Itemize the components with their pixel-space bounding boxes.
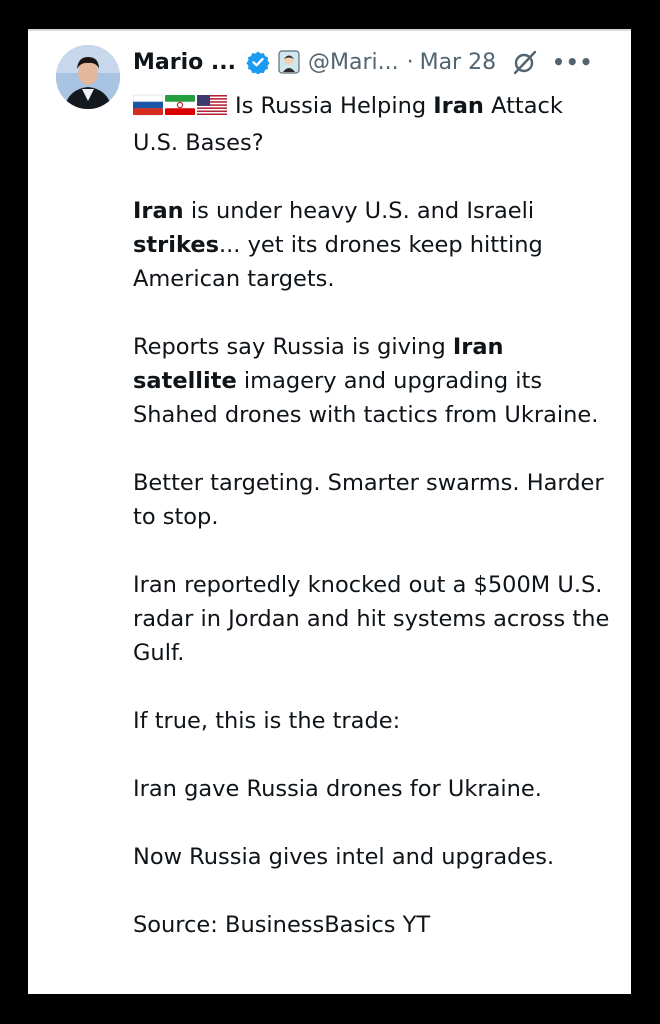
separator-dot: ·	[406, 49, 414, 75]
verified-badge-icon	[246, 50, 270, 74]
paragraph-spacer	[133, 160, 613, 194]
paragraph-spacer	[133, 296, 613, 330]
tweet-paragraph	[133, 568, 613, 670]
text-run: Is Russia Helping	[235, 93, 434, 119]
tweet-paragraph	[133, 89, 613, 160]
tweet-date[interactable]: Mar 28	[419, 49, 497, 75]
text-run: Attack U.S. Bases?	[133, 93, 563, 156]
tweet-card	[28, 29, 631, 994]
paragraph-spacer	[133, 806, 613, 840]
paragraph-spacer	[133, 670, 613, 704]
tweet-header	[133, 47, 623, 77]
tweet-paragraph	[133, 466, 613, 534]
usa-flag-icon	[197, 92, 227, 126]
text-run: If true, this is the trade:	[133, 708, 401, 734]
tweet-paragraph	[133, 840, 613, 874]
russia-flag-icon	[133, 92, 163, 126]
text-run: Source: BusinessBasics YT	[133, 912, 431, 938]
tweet-paragraph	[133, 194, 613, 296]
paragraph-spacer	[133, 738, 613, 772]
profile-badge-icon	[278, 50, 300, 74]
paragraph-spacer	[133, 432, 613, 466]
bold-text: Iran	[452, 334, 504, 360]
avatar-image	[56, 45, 120, 109]
text-run: Better targeting. Smarter swarms. Harder to stop.	[133, 470, 604, 530]
more-options-icon[interactable]: •••	[552, 50, 594, 74]
tweet-text	[133, 89, 613, 942]
bold-text: satellite	[133, 368, 237, 394]
paragraph-spacer	[133, 874, 613, 908]
text-run: Reports say Russia is giving	[133, 334, 453, 360]
bold-text: Iran	[433, 93, 484, 119]
text-run: Iran reportedly knocked out a $500M U.S. radar in Jordan and hit systems across the Gulf.	[133, 572, 610, 666]
author-name[interactable]: Mario ...	[133, 49, 236, 75]
text-run: ... yet its drones keep hitting American targets.	[133, 232, 543, 292]
tweet-paragraph	[133, 330, 613, 432]
paragraph-spacer	[133, 534, 613, 568]
text-run: is under heavy U.S. and Israeli	[183, 198, 535, 224]
grok-icon[interactable]	[512, 49, 538, 75]
author-handle[interactable]: @Mari...	[307, 49, 399, 75]
tweet-paragraph	[133, 908, 613, 942]
avatar[interactable]	[56, 45, 120, 109]
text-run: Iran gave Russia drones for Ukraine.	[133, 776, 542, 802]
tweet-paragraph	[133, 704, 613, 738]
bold-text: strikes	[133, 232, 219, 258]
text-run: imagery and upgrading its Shahed drones with tactics from Ukraine.	[133, 368, 599, 428]
iran-flag-icon	[165, 92, 195, 126]
text-run: Now Russia gives intel and upgrades.	[133, 844, 555, 870]
tweet-paragraph	[133, 772, 613, 806]
bold-text: Iran	[133, 198, 184, 224]
